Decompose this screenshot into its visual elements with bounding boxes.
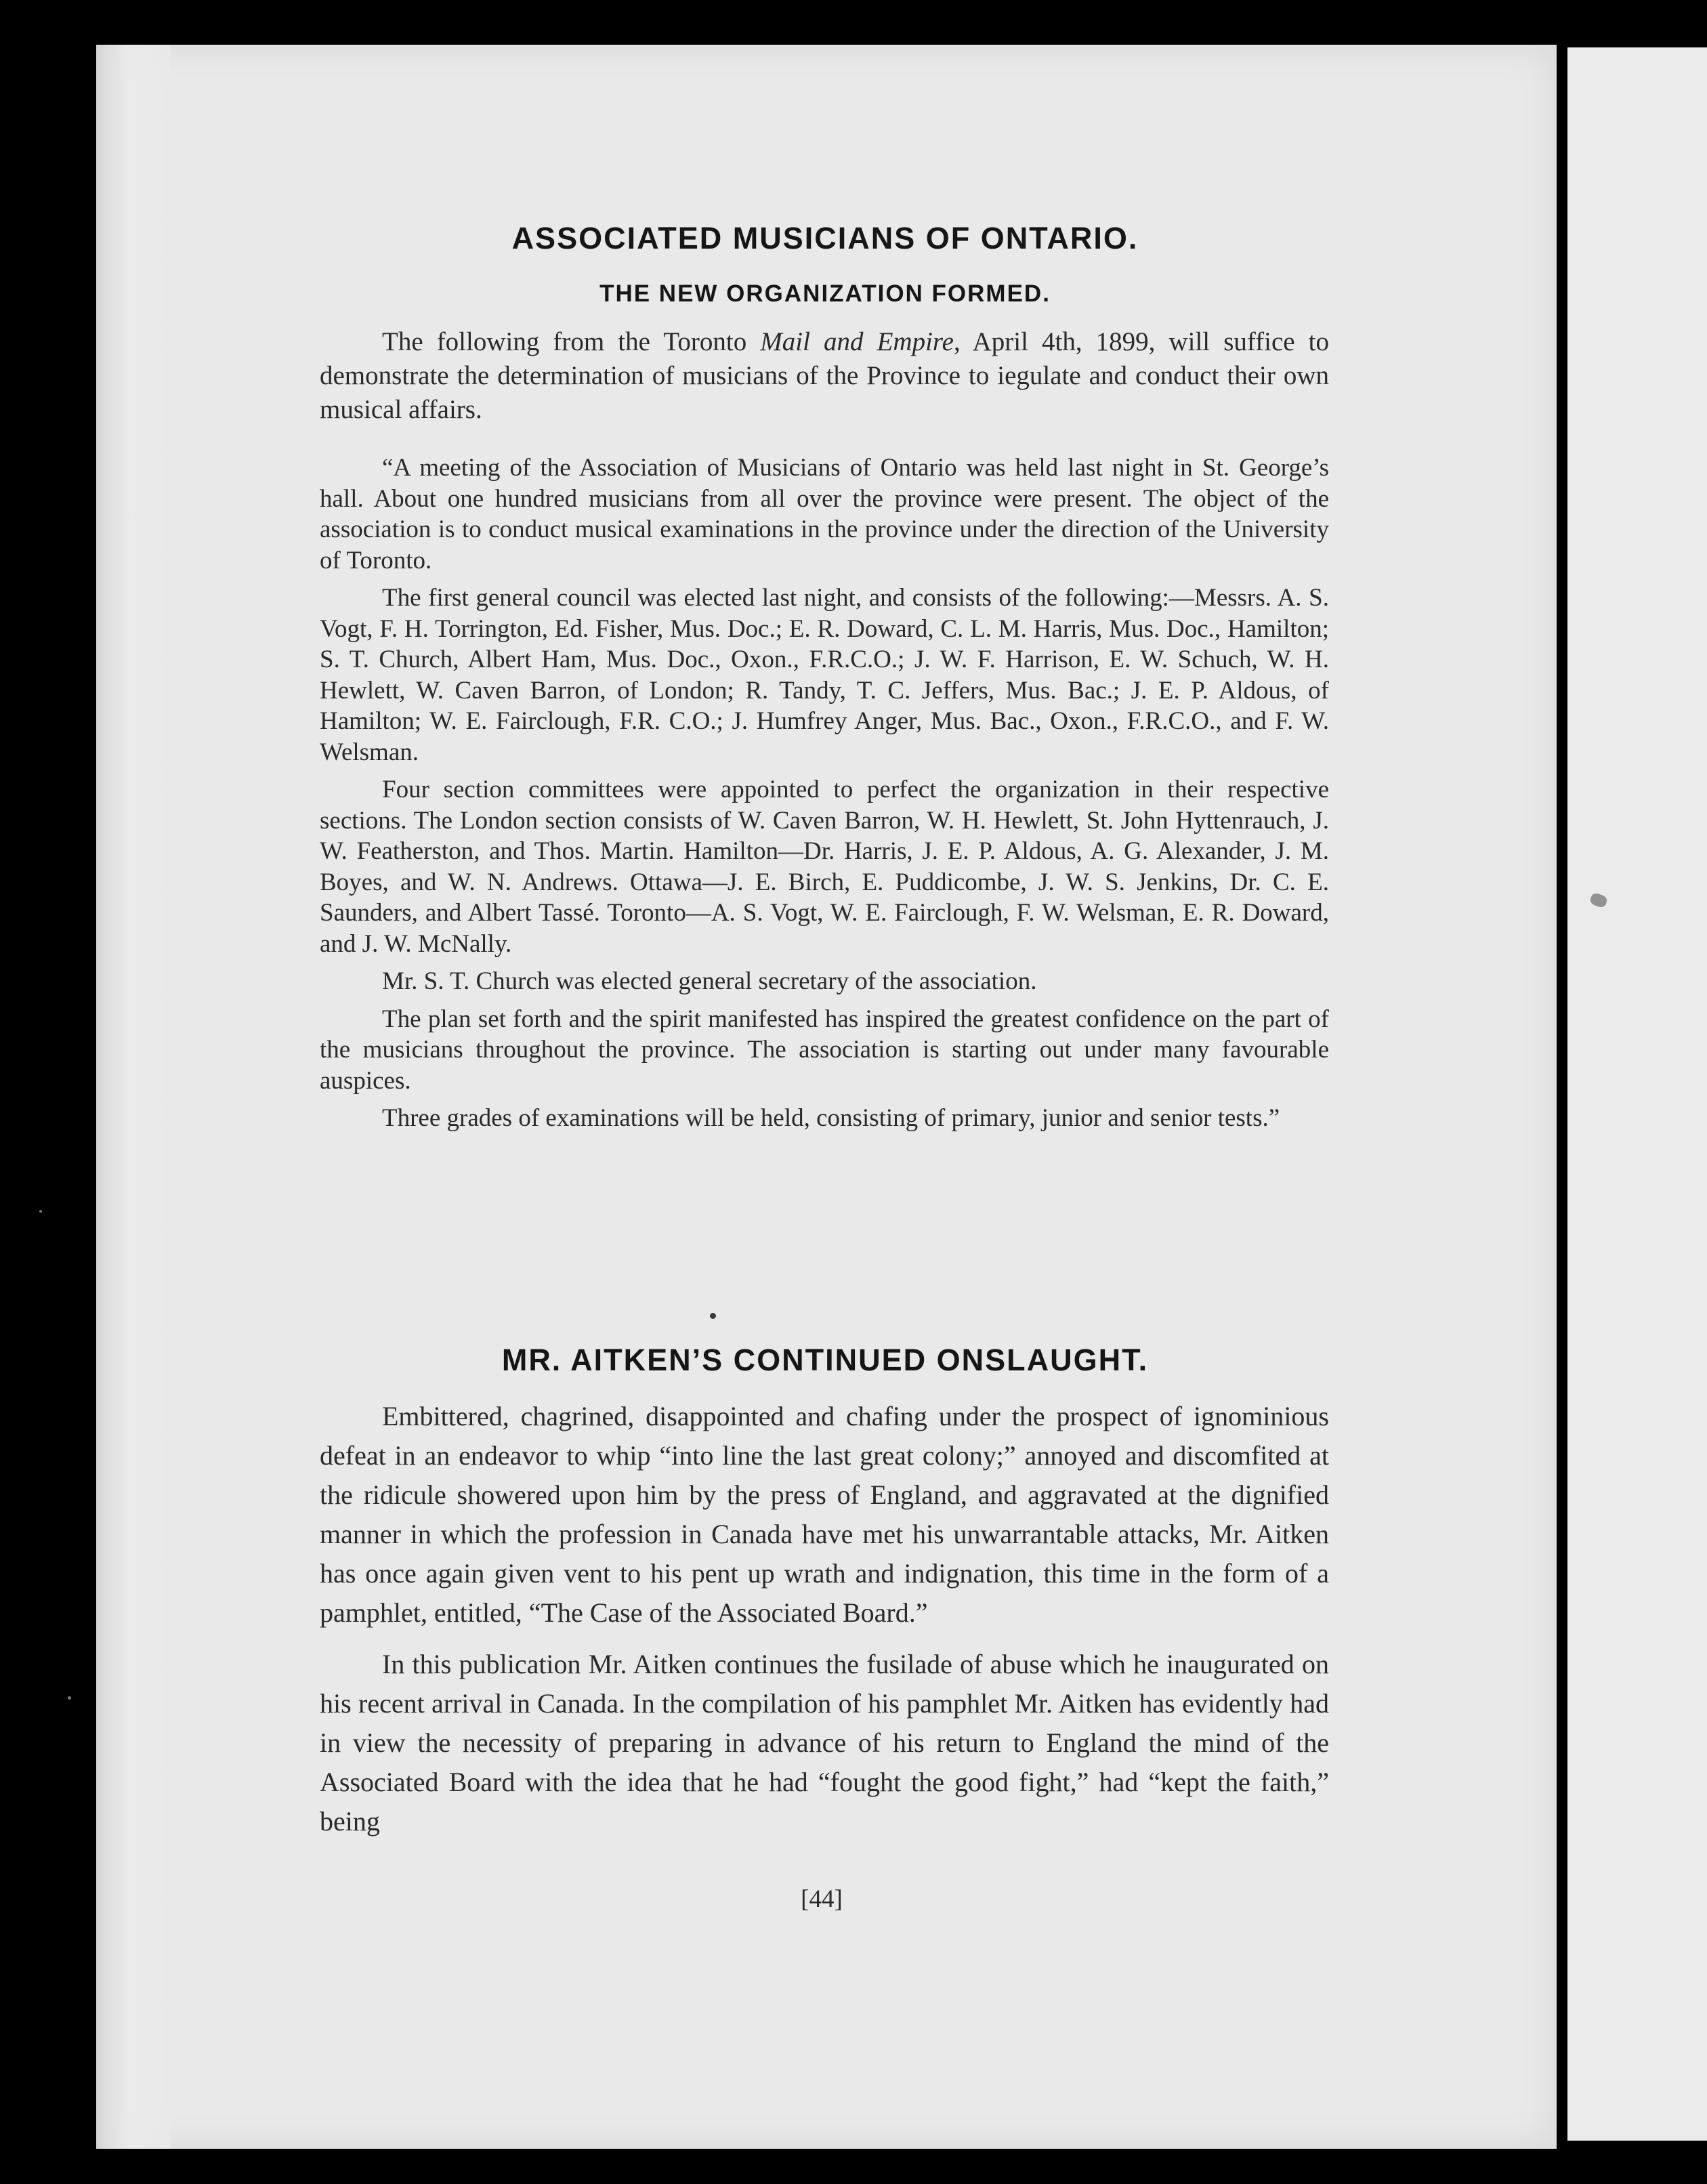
quote-paragraph: Mr. S. T. Church was elected general secretary of the association. [382, 967, 1037, 995]
page-title: ASSOCIATED MUSICIANS OF ONTARIO. [511, 221, 1139, 255]
quote-paragraph: “A meeting of the Association of Musicians of Ontario was held last night in St. George’s hall. About one hundred musicians from all over the province were present. The object of the association is to conduct musical examinations in the province under the direction of the University of Toronto. [320, 454, 1329, 574]
article-body [320, 1397, 1329, 1841]
adjacent-page [1567, 47, 1707, 2141]
scan-dust [39, 1210, 42, 1213]
quote-paragraph: The first general council was elected last night, and consists of the following:—Messrs. A. S. Vogt, F. H. Torrington, Ed. Fisher, Mus. Doc.; E. R. Doward, C. L. M. Harris, Mus. Doc., Hamilton; S. T. Church, Albert Ham, Mus. Doc., Oxon., F.R.C.O.; J. W. F. Harrison, E. W. Schuch, W. H. Hewlett, W. Caven Barron, of London; R. Tandy, T. C. Jeffers, Mus. Bac.; J. E. P. Aldous, of Hamilton; W. E. Fairclough, F.R. C.O.; J. Humfrey Anger, Mus. Bac., Oxon., F.R.C.O., and F. W. Welsman. [320, 584, 1329, 766]
quote-paragraph: Three grades of examinations will be held, consisting of primary, junior and senior tests.” [382, 1104, 1280, 1132]
intro-block [320, 325, 1329, 427]
intro-paragraph [320, 325, 1329, 427]
section-subtitle: THE NEW ORGANIZATION FORMED. [599, 280, 1051, 307]
newspaper-title: Mail and Empire [760, 327, 954, 356]
page-binding-edge [96, 45, 171, 2149]
intro-text-before: The following from the Toronto [382, 327, 761, 356]
intro-text-after: , April 4th, 1899, will suffice to demonstrate the determination of musicians of the Province to iegulate and conduct their own musical affairs. [320, 327, 1330, 424]
body-paragraph: Embittered, chagrined, disappointed and chafing under the prospect of ignominious defeat in an endeavor to whip “into line the last great colony;” annoyed and discomfited at the ridicule showered upon him by the press of England, and aggravated at the dignified manner in which the profession in Canada have met his unwarrantable attacks, Mr. Aitken has once again given vent to his pent up wrath and indignation, this time in the form of a pamphlet, entitled, “The Case of the Associated Board.” [320, 1401, 1329, 1628]
body-paragraph: In this publication Mr. Aitken continues the fusilade of abuse which he inaugurated on his recent arrival in Canada. In the compilation of his pamphlet Mr. Aitken has evidently had in view the necessity of preparing in advance of his return to England the mind of the Associated Board with the idea that he had “fought the good fight,” had “kept the faith,” being [320, 1649, 1329, 1836]
page-number: [44] [801, 1885, 843, 1913]
quoted-article [320, 453, 1329, 1134]
quote-paragraph: The plan set forth and the spirit manifested has inspired the greatest confidence on the part of the musicians throughout the province. The association is starting out under many favourable auspices. [320, 1005, 1329, 1095]
quote-paragraph: Four section committees were appointed to perfect the organization in their respective sections. The London section consists of W. Caven Barron, W. H. Hewlett, St. John Hyttenrauch, J. W. Featherston, and Thos. Martin. Hamilton—Dr. Harris, J. E. P. Aldous, A. G. Alexander, J. M. Boyes, and W. N. Andrews. Ottawa—J. E. Birch, E. Puddicombe, J. W. S. Jenkins, Dr. C. E. Saunders, and Albert Tassé. Toronto—A. S. Vogt, W. E. Fairclough, F. W. Welsman, E. R. Doward, and J. W. McNally. [320, 776, 1329, 958]
section-heading: MR. AITKEN’S CONTINUED ONSLAUGHT. [501, 1343, 1149, 1377]
scan-dust [68, 1696, 71, 1700]
separator-dot [710, 1313, 716, 1319]
